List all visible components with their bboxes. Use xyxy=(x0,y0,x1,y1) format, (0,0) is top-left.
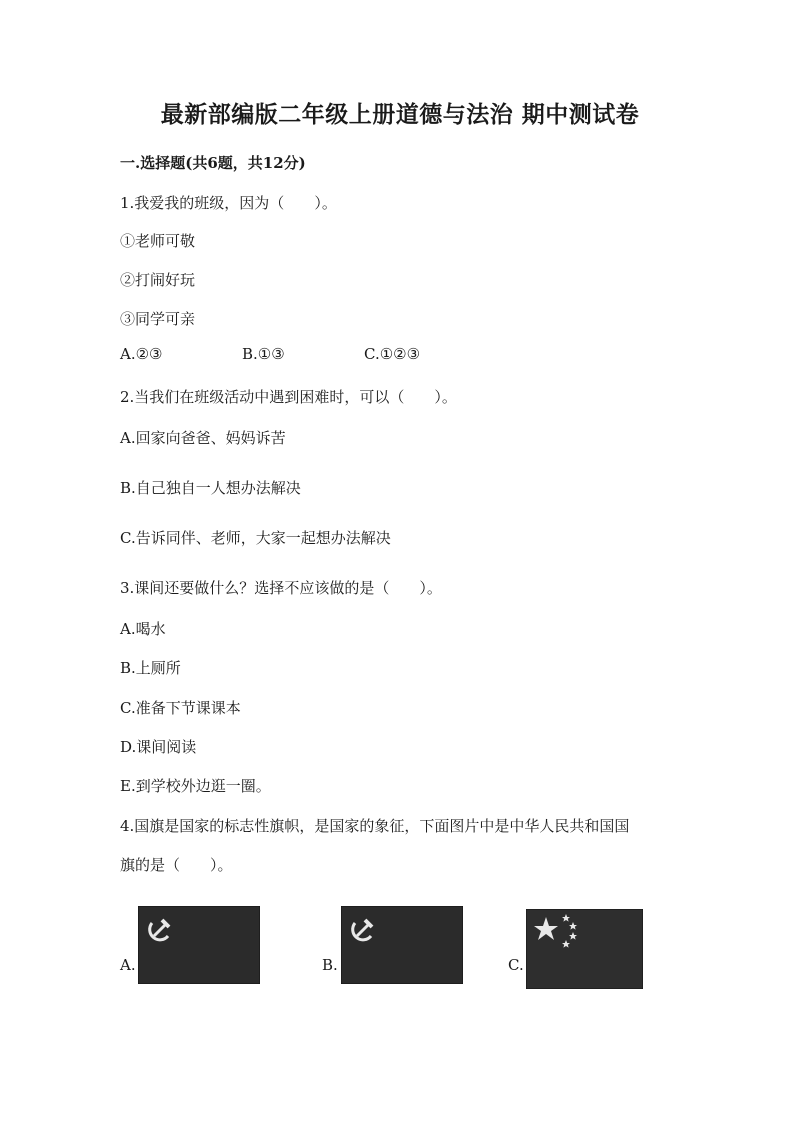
question-4-stem-line-1: 4.国旗是国家的标志性旗帜，是国家的象征，下面图片中是中华人民共和国国 xyxy=(120,817,630,835)
page-title: 最新部编版二年级上册道德与法治 期中测试卷 xyxy=(160,101,640,128)
question-3-option-b: B.上厕所 xyxy=(120,659,181,677)
question-3-option-d: D.课间阅读 xyxy=(120,738,197,756)
question-3-option-a: A.喝水 xyxy=(120,620,166,638)
question-2-option-b: B.自己独自一人想办法解决 xyxy=(120,479,301,497)
question-3-stem: 3.课间还要做什么？选择不应该做的是（ ）。 xyxy=(120,579,442,597)
question-1-option-c: C.①②③ xyxy=(364,345,421,363)
question-1-item: ②打闹好玩 xyxy=(120,271,196,289)
section-heading: 一.选择题(共6题，共12分) xyxy=(120,154,306,172)
question-2-option-a: A.回家向爸爸、妈妈诉苦 xyxy=(120,429,286,447)
question-2-option-c: C.告诉同伴、老师，大家一起想办法解决 xyxy=(120,529,391,547)
question-3-option-e: E.到学校外边逛一圈。 xyxy=(120,777,271,795)
question-1-item: ③同学可亲 xyxy=(120,310,196,328)
question-3-option-c: C.准备下节课课本 xyxy=(120,699,241,717)
question-1-stem: 1.我爱我的班级，因为（ ）。 xyxy=(120,194,337,212)
question-4-option-a-label: A. xyxy=(120,956,136,974)
question-4-stem-line-2: 旗的是（ ）。 xyxy=(120,856,233,874)
five-star-flag-icon xyxy=(526,909,643,989)
question-1-option-b: B.①③ xyxy=(242,345,285,363)
hammer-sickle-flag-icon xyxy=(341,906,463,984)
hammer-sickle-flag-icon xyxy=(138,906,260,984)
question-1-option-a: A.②③ xyxy=(120,345,163,363)
question-2-stem: 2.当我们在班级活动中遇到困难时，可以（ ）。 xyxy=(120,388,457,406)
question-4-option-b-label: B. xyxy=(322,956,338,974)
question-1-item: ①老师可敬 xyxy=(120,232,196,250)
question-4-option-c-label: C. xyxy=(508,956,524,974)
